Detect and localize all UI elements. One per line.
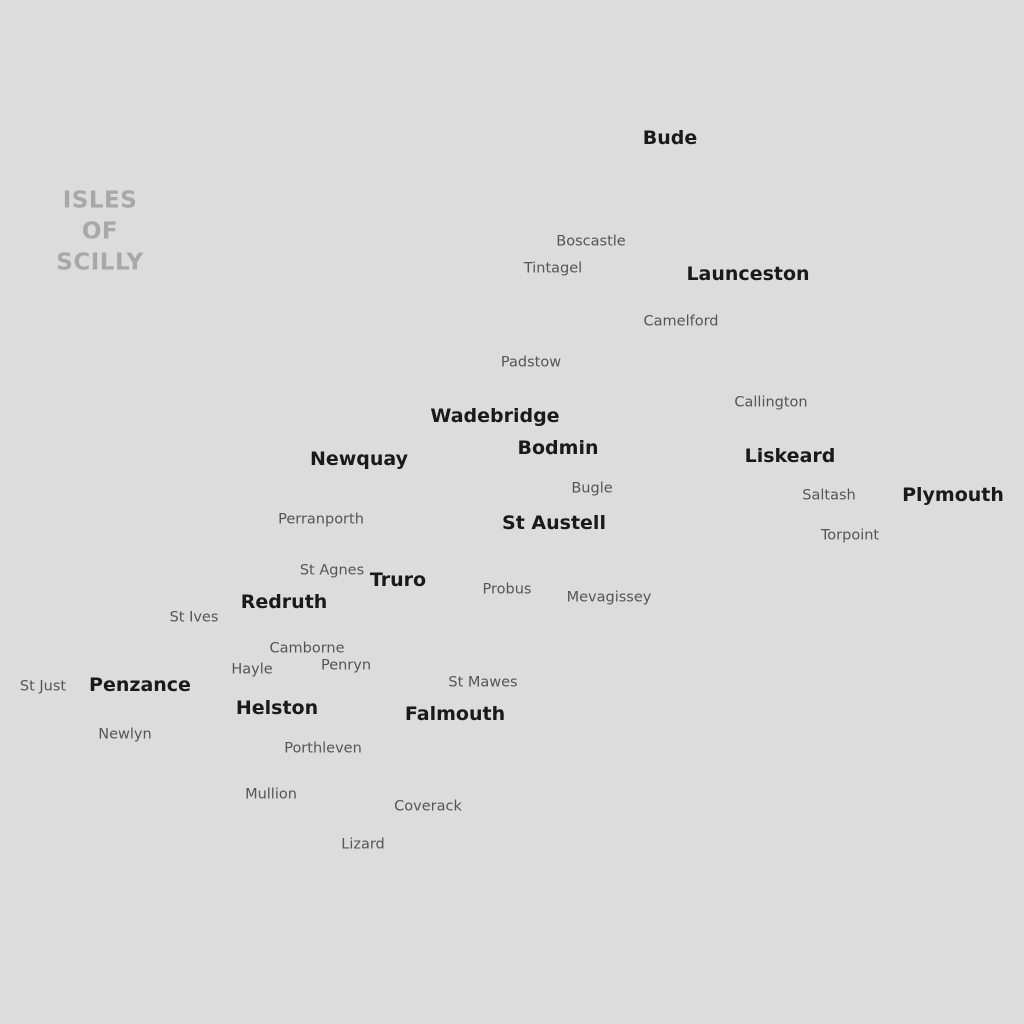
region-label-line: OF [81,218,119,245]
place-label-perranporth[interactable]: Perranporth [278,511,364,528]
place-label-bude[interactable]: Bude [642,127,698,150]
place-label-mullion[interactable]: Mullion [245,786,297,803]
place-label-st-agnes[interactable]: St Agnes [299,562,365,579]
place-label-newquay[interactable]: Newquay [309,448,409,471]
place-label-boscastle[interactable]: Boscastle [556,233,626,250]
place-label-plymouth[interactable]: Plymouth [902,484,1004,507]
place-label-st-just[interactable]: St Just [19,678,67,695]
place-label-lizard[interactable]: Lizard [341,836,385,853]
place-label-bugle[interactable]: Bugle [571,480,613,497]
place-label-falmouth[interactable]: Falmouth [404,703,506,726]
place-label-callington[interactable]: Callington [734,394,808,411]
place-label-mevagissey[interactable]: Mevagissey [566,589,652,606]
place-label-st-mawes[interactable]: St Mawes [448,674,518,691]
place-label-torpoint[interactable]: Torpoint [820,527,880,544]
place-label-launceston[interactable]: Launceston [686,263,810,286]
place-label-penryn[interactable]: Penryn [320,657,372,674]
place-label-saltash[interactable]: Saltash [802,487,856,504]
place-label-tintagel[interactable]: Tintagel [523,260,583,277]
place-label-liskeard[interactable]: Liskeard [744,445,836,468]
place-label-helston[interactable]: Helston [235,697,319,720]
place-label-probus[interactable]: Probus [482,581,532,598]
place-label-truro[interactable]: Truro [369,569,427,592]
place-label-st-austell[interactable]: St Austell [502,512,606,535]
place-label-redruth[interactable]: Redruth [240,591,328,614]
place-label-bodmin[interactable]: Bodmin [517,437,599,460]
region-label-line: ISLES [62,187,138,214]
place-label-camelford[interactable]: Camelford [643,313,719,330]
place-label-st-ives[interactable]: St Ives [169,609,219,626]
place-label-padstow[interactable]: Padstow [500,354,562,371]
place-label-newlyn[interactable]: Newlyn [98,726,152,743]
place-label-camborne[interactable]: Camborne [269,640,345,657]
place-label-penzance[interactable]: Penzance [89,674,191,697]
place-label-wadebridge[interactable]: Wadebridge [430,405,560,428]
region-label-isles-of-scilly [56,185,143,278]
place-label-coverack[interactable]: Coverack [394,798,462,815]
region-label-line: SCILLY [56,249,144,276]
place-label-porthleven[interactable]: Porthleven [284,740,362,757]
place-label-hayle[interactable]: Hayle [231,661,273,678]
